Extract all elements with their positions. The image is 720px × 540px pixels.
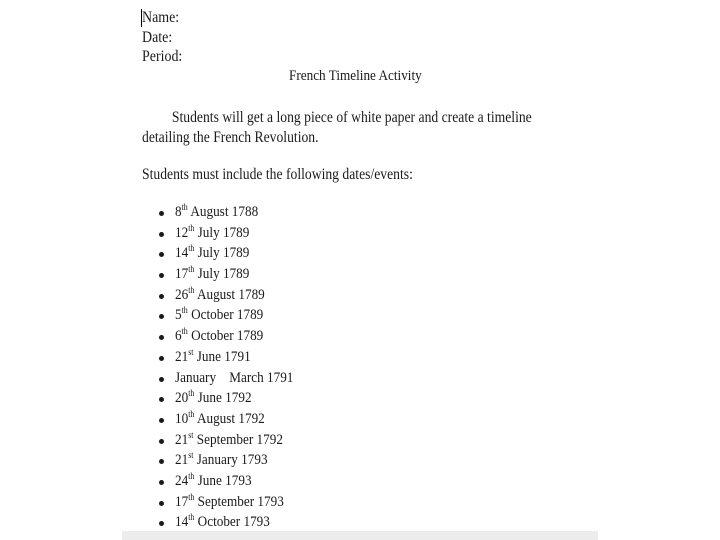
- bullet-icon: [159, 273, 164, 278]
- event-date: [175, 390, 252, 407]
- period-label: Period:: [142, 48, 183, 65]
- event-day-suffix: th: [188, 284, 195, 295]
- event-date: [175, 284, 265, 304]
- date-label: Date:: [142, 29, 173, 46]
- event-date: [175, 204, 258, 221]
- event-day-suffix: th: [181, 305, 188, 316]
- event-day-suffix: th: [181, 326, 188, 337]
- event-month-year: July 1789: [194, 266, 250, 283]
- event-date: [175, 408, 265, 428]
- event-month-year: June 1793: [194, 472, 252, 489]
- list-item: [0, 452, 720, 473]
- event-day-suffix: th: [188, 243, 195, 254]
- event-date: [175, 245, 249, 262]
- list-item: [0, 222, 720, 246]
- event-day-suffix: th: [188, 264, 195, 275]
- lead-sentence: Students must include the following dates/events:: [142, 166, 413, 183]
- bullet-icon: [159, 501, 164, 506]
- list-item: [0, 408, 720, 432]
- bullet-icon: [159, 211, 164, 216]
- name-label: Name:: [142, 9, 180, 26]
- event-month-year: October 1789: [187, 328, 264, 345]
- list-item: [0, 390, 720, 411]
- event-month-year: August 1792: [194, 410, 265, 427]
- bottom-scroll-strip: [122, 531, 598, 540]
- event-date: [175, 514, 270, 531]
- intro-text: Students will get a long piece of white paper and create a timeline detailing the French Revolution.: [142, 109, 532, 146]
- event-day-suffix: th: [188, 388, 195, 399]
- bullet-icon: [159, 418, 164, 423]
- bullet-icon: [159, 252, 164, 257]
- page-title: French Timeline Activity: [289, 68, 422, 84]
- event-month-year: January 1793: [193, 452, 268, 469]
- event-date: [175, 429, 283, 449]
- event-date: [175, 222, 250, 242]
- event-day: 17: [175, 266, 189, 283]
- list-item: [0, 204, 720, 225]
- event-day: 24: [175, 472, 189, 489]
- bullet-icon: [159, 294, 164, 299]
- event-day: 26: [175, 286, 189, 303]
- list-item: [0, 429, 720, 453]
- event-month-year: September 1792: [193, 431, 283, 448]
- bullet-icon: [159, 459, 164, 464]
- event-day: 12: [175, 224, 189, 241]
- event-month-year: July 1789: [194, 224, 250, 241]
- event-month-year: June 1791: [193, 348, 251, 365]
- event-day-suffix: th: [188, 222, 195, 233]
- event-date: [175, 491, 284, 511]
- bullet-icon: [159, 335, 164, 340]
- event-day: 20: [175, 390, 189, 407]
- event-date: [175, 452, 268, 469]
- intro-paragraph: [142, 108, 556, 148]
- event-day-suffix: th: [181, 202, 188, 212]
- event-month-year: June 1792: [194, 390, 252, 407]
- event-day: 5: [175, 307, 182, 324]
- event-day-suffix: th: [188, 512, 195, 523]
- bullet-icon: [159, 377, 164, 382]
- list-item: [0, 346, 720, 370]
- event-date: [175, 346, 251, 366]
- bullet-icon: [159, 397, 164, 402]
- event-month-year: January March 1791: [175, 369, 294, 386]
- event-month-year: October 1793: [194, 514, 270, 531]
- list-item: [0, 328, 720, 349]
- bullet-icon: [159, 232, 164, 237]
- bullet-icon: [159, 439, 164, 444]
- event-day-suffix: st: [188, 450, 194, 461]
- event-list: [0, 204, 720, 535]
- event-day-suffix: st: [188, 346, 194, 357]
- event-day: 6: [175, 328, 182, 345]
- event-date: [175, 328, 263, 345]
- event-date: [175, 370, 293, 387]
- event-month-year: August 1788: [187, 204, 259, 220]
- list-item: [0, 266, 720, 287]
- event-date: [175, 470, 252, 490]
- list-item: [0, 491, 720, 515]
- list-item: [0, 470, 720, 494]
- event-date: [175, 307, 263, 324]
- event-month-year: July 1789: [194, 245, 250, 262]
- event-day: 14: [175, 245, 189, 262]
- event-day: 14: [175, 514, 189, 531]
- bullet-icon: [159, 356, 164, 361]
- event-day: 21: [175, 452, 189, 469]
- event-day-suffix: th: [188, 491, 195, 502]
- event-day: 21: [175, 431, 189, 448]
- event-date: [175, 266, 249, 283]
- event-day-suffix: th: [188, 470, 195, 481]
- event-day: 10: [175, 410, 189, 427]
- event-day-suffix: th: [188, 408, 195, 419]
- list-item: [0, 370, 720, 391]
- bullet-icon: [159, 480, 164, 485]
- event-month-year: September 1793: [194, 493, 284, 510]
- bullet-icon: [159, 521, 164, 526]
- list-item: [0, 284, 720, 308]
- list-item: [0, 307, 720, 328]
- event-month-year: August 1789: [194, 286, 265, 303]
- bullet-icon: [159, 314, 164, 319]
- event-day-suffix: st: [188, 429, 194, 440]
- event-day: 8: [175, 204, 182, 220]
- list-item: [0, 245, 720, 266]
- event-day: 21: [175, 348, 189, 365]
- event-month-year: October 1789: [187, 307, 264, 324]
- event-day: 17: [175, 493, 189, 510]
